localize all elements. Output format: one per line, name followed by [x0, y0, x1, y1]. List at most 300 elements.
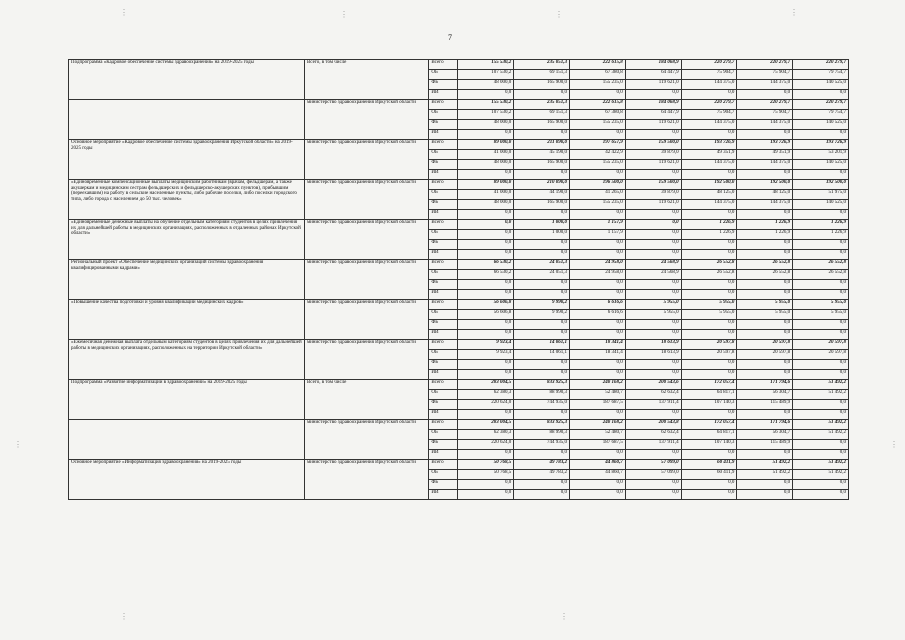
amount-cell: 75 904,7 — [737, 70, 793, 80]
amount-cell: 0,0 — [625, 90, 681, 100]
amount-cell: 0,0 — [681, 280, 737, 290]
amount-cell: 155 530,2 — [458, 100, 514, 110]
funding-source-cell: ФБ — [429, 280, 458, 290]
amount-cell: 155 235,0 — [569, 120, 625, 130]
funding-source-cell: Всего — [429, 300, 458, 310]
amount-cell: 9 923,4 — [458, 340, 514, 350]
amount-cell: 56 606,8 — [458, 310, 514, 320]
amount-cell: 115 489,9 — [737, 400, 793, 410]
amount-cell: 155 530,2 — [458, 60, 514, 70]
amount-cell: 0,0 — [793, 330, 849, 340]
executor-cell: министерство здравоохранения Иркутской области — [304, 340, 428, 380]
amount-cell: 1 157,9 — [569, 220, 625, 230]
scan-mark: ⋮ — [14, 440, 22, 449]
amount-cell: 51 492,2 — [793, 380, 849, 390]
amount-cell: 744 935,0 — [514, 400, 570, 410]
amount-cell: 0,0 — [681, 170, 737, 180]
table-row — [69, 180, 849, 190]
amount-cell: 79 754,7 — [793, 70, 849, 80]
amount-cell: 144 375,0 — [681, 160, 737, 170]
amount-cell: 0,0 — [514, 280, 570, 290]
amount-cell: 0,0 — [681, 130, 737, 140]
amount-cell: 184 068,9 — [625, 100, 681, 110]
amount-cell: 0,0 — [793, 400, 849, 410]
amount-cell: 0,0 — [681, 210, 737, 220]
amount-cell: 0,0 — [793, 280, 849, 290]
amount-cell: 26 552,8 — [737, 260, 793, 270]
funding-source-cell: ИИ — [429, 170, 458, 180]
amount-cell: 0,0 — [458, 230, 514, 240]
amount-cell: 5 955,0 — [681, 310, 737, 320]
amount-cell: 0,0 — [458, 330, 514, 340]
amount-cell: 119 621,0 — [625, 80, 681, 90]
amount-cell: 60 411,9 — [681, 470, 737, 480]
funding-source-cell: Всего — [429, 380, 458, 390]
amount-cell: 56 304,7 — [737, 430, 793, 440]
amount-cell: 20 597,8 — [681, 340, 737, 350]
amount-cell: 144 375,0 — [681, 120, 737, 130]
amount-cell: 0,0 — [514, 170, 570, 180]
amount-cell: 165 900,0 — [514, 120, 570, 130]
amount-cell: 44 860,7 — [569, 460, 625, 470]
amount-cell: 62 380,3 — [458, 390, 514, 400]
amount-cell: 0,0 — [793, 130, 849, 140]
amount-cell: 24 958,0 — [569, 270, 625, 280]
amount-cell: 51 492,2 — [793, 390, 849, 400]
amount-cell: 1 000,0 — [514, 220, 570, 230]
amount-cell: 144 375,0 — [737, 80, 793, 90]
amount-cell: 159 500,0 — [625, 140, 681, 150]
amount-cell: 1 226,9 — [737, 220, 793, 230]
amount-cell: 66 530,2 — [458, 270, 514, 280]
amount-cell: 1 000,0 — [514, 230, 570, 240]
amount-cell: 0,0 — [569, 280, 625, 290]
amount-cell: 0,0 — [681, 450, 737, 460]
amount-cell: 211 090,0 — [514, 140, 570, 150]
amount-cell: 9 990,2 — [514, 300, 570, 310]
amount-cell: 155 235,0 — [569, 160, 625, 170]
amount-cell: 26 552,8 — [737, 270, 793, 280]
amount-cell: 0,0 — [793, 290, 849, 300]
amount-cell: 0,0 — [514, 330, 570, 340]
amount-cell: 0,0 — [625, 220, 681, 230]
program-name-cell — [69, 100, 305, 140]
amount-cell: 20 597,8 — [793, 340, 849, 350]
amount-cell: 0,0 — [458, 410, 514, 420]
amount-cell: 0,0 — [793, 440, 849, 450]
amount-cell: 0,0 — [681, 330, 737, 340]
table-row — [69, 420, 849, 430]
amount-cell: 24 051,3 — [514, 270, 570, 280]
amount-cell: 41 000,0 — [458, 190, 514, 200]
funding-source-cell: ИИ — [429, 370, 458, 380]
funding-source-cell: Всего — [429, 180, 458, 190]
amount-cell: 0,0 — [458, 130, 514, 140]
table-row — [69, 140, 849, 150]
amount-cell: 222 615,8 — [569, 60, 625, 70]
amount-cell: 50 768,5 — [458, 470, 514, 480]
amount-cell: 0,0 — [514, 250, 570, 260]
amount-cell: 140 525,0 — [793, 120, 849, 130]
amount-cell: 5 955,0 — [737, 300, 793, 310]
amount-cell: 0,0 — [569, 360, 625, 370]
amount-cell: 196 500,0 — [569, 180, 625, 190]
amount-cell: 107 140,3 — [681, 400, 737, 410]
amount-cell: 0,0 — [793, 410, 849, 420]
amount-cell: 64 817,1 — [681, 430, 737, 440]
funding-source-cell: ОБ — [429, 110, 458, 120]
amount-cell: 1 226,9 — [681, 220, 737, 230]
amount-cell: 56 606,8 — [458, 300, 514, 310]
program-name-cell: Подпрограмма «Кадровое обеспечение системы здравоохранения» на 2019-2025 годы — [69, 60, 305, 100]
amount-cell: 0,0 — [458, 320, 514, 330]
amount-cell: 64 447,9 — [625, 110, 681, 120]
amount-cell: 0,0 — [569, 240, 625, 250]
amount-cell: 0,0 — [737, 410, 793, 420]
funding-source-cell: ФБ — [429, 200, 458, 210]
amount-cell: 60 411,9 — [681, 460, 737, 470]
amount-cell: 833 925,3 — [514, 380, 570, 390]
amount-cell: 235 051,3 — [514, 100, 570, 110]
amount-cell: 140 525,0 — [793, 160, 849, 170]
amount-cell: 0,0 — [793, 490, 849, 500]
amount-cell: 0,0 — [793, 370, 849, 380]
funding-source-cell: ИИ — [429, 130, 458, 140]
program-name-cell: «Повышение качества подготовки и уровня квалификации медицинских кадров» — [69, 300, 305, 340]
program-name-cell: Основное мероприятие «Кадровое обеспечение системы здравоохранения Иркутской области» на 2019-2025 годы — [69, 140, 305, 180]
amount-cell: 119 621,0 — [625, 120, 681, 130]
amount-cell: 5 955,0 — [625, 300, 681, 310]
amount-cell: 49 783,2 — [514, 470, 570, 480]
amount-cell: 24 568,9 — [625, 270, 681, 280]
amount-cell: 51 492,2 — [793, 470, 849, 480]
amount-cell: 192 500,0 — [737, 180, 793, 190]
amount-cell: 240 168,2 — [569, 380, 625, 390]
amount-cell: 5 955,0 — [625, 310, 681, 320]
funding-source-cell: ОБ — [429, 70, 458, 80]
funding-source-cell: ФБ — [429, 240, 458, 250]
amount-cell: 0,0 — [681, 240, 737, 250]
amount-cell: 192 500,0 — [681, 180, 737, 190]
amount-cell: 48 125,0 — [737, 190, 793, 200]
amount-cell: 144 375,0 — [681, 80, 737, 90]
amount-cell: 0,0 — [569, 250, 625, 260]
amount-cell: 69 151,3 — [514, 70, 570, 80]
executor-cell: министерство здравоохранения Иркутской области — [304, 140, 428, 180]
program-name-cell: «Единовременные компенсационные выплаты медицинским работникам (врачам, фельдшерам, а также акушеркам и медицинским сестрам фельдшерских и фельдшерско-акушерских пунктов), прибывшим (переехавшим) на работу в сельские населенные пункты, либо рабочие поселки, либо поселки городского типа, либо города с населением до 50 тыс. человек» — [69, 180, 305, 220]
amount-cell: 39 879,0 — [625, 190, 681, 200]
amount-cell: 200 543,8 — [625, 420, 681, 430]
amount-cell: 57 099,0 — [625, 470, 681, 480]
funding-source-cell: ОБ — [429, 190, 458, 200]
amount-cell: 165 900,0 — [514, 80, 570, 90]
amount-cell: 0,0 — [793, 480, 849, 490]
amount-cell: 75 904,7 — [681, 110, 737, 120]
amount-cell: 79 754,7 — [793, 110, 849, 120]
amount-cell: 220 279,7 — [681, 60, 737, 70]
amount-cell: 165 900,0 — [514, 200, 570, 210]
amount-cell: 66 530,2 — [458, 260, 514, 270]
amount-cell: 62 632,4 — [625, 390, 681, 400]
funding-source-cell: Всего — [429, 260, 458, 270]
amount-cell: 0,0 — [737, 370, 793, 380]
scan-mark: ⋮ — [120, 8, 128, 17]
funding-source-cell: Всего — [429, 420, 458, 430]
funding-source-cell: ОБ — [429, 350, 458, 360]
amount-cell: 0,0 — [793, 210, 849, 220]
amount-cell: 140 525,0 — [793, 200, 849, 210]
amount-cell: 283 004,5 — [458, 420, 514, 430]
amount-cell: 144 375,0 — [737, 120, 793, 130]
amount-cell: 75 904,7 — [681, 70, 737, 80]
amount-cell: 0,0 — [514, 370, 570, 380]
amount-cell: 159 500,0 — [625, 180, 681, 190]
amount-cell: 0,0 — [625, 170, 681, 180]
amount-cell: 52 480,7 — [569, 430, 625, 440]
amount-cell: 0,0 — [737, 490, 793, 500]
program-name-cell: Подпрограмма «Развитие информатизации в здравоохранении» на 2019-2025 годы — [69, 380, 305, 420]
funding-source-cell: ОБ — [429, 150, 458, 160]
amount-cell: 0,0 — [569, 170, 625, 180]
amount-cell: 18 341,4 — [569, 340, 625, 350]
amount-cell: 51 492,2 — [793, 430, 849, 440]
amount-cell: 18 341,4 — [569, 350, 625, 360]
amount-cell: 197 657,9 — [569, 140, 625, 150]
amount-cell: 0,0 — [793, 240, 849, 250]
table-row — [69, 460, 849, 470]
amount-cell: 51 492,2 — [793, 460, 849, 470]
page-number: 7 — [448, 33, 452, 42]
funding-source-cell: ФБ — [429, 80, 458, 90]
amount-cell: 0,0 — [681, 90, 737, 100]
amount-cell: 0,0 — [793, 170, 849, 180]
amount-cell: 0,0 — [625, 240, 681, 250]
amount-cell: 57 099,0 — [625, 460, 681, 470]
amount-cell: 0,0 — [458, 370, 514, 380]
amount-cell: 89 000,0 — [458, 140, 514, 150]
table-row — [69, 340, 849, 350]
amount-cell: 49 783,2 — [514, 460, 570, 470]
scan-mark: ⋮ — [340, 10, 348, 19]
funding-source-cell: ФБ — [429, 360, 458, 370]
amount-cell: 0,0 — [737, 130, 793, 140]
amount-cell: 119 621,0 — [625, 200, 681, 210]
table-row — [69, 260, 849, 270]
amount-cell: 0,0 — [681, 370, 737, 380]
amount-cell: 0,0 — [625, 250, 681, 260]
amount-cell: 172 057,4 — [681, 420, 737, 430]
table-row — [69, 100, 849, 110]
amount-cell: 0,0 — [737, 480, 793, 490]
amount-cell: 62 380,3 — [458, 430, 514, 440]
amount-cell: 193 726,9 — [793, 140, 849, 150]
amount-cell: 0,0 — [793, 360, 849, 370]
funding-source-cell: ОБ — [429, 310, 458, 320]
funding-source-cell: ОБ — [429, 470, 458, 480]
amount-cell: 0,0 — [737, 450, 793, 460]
program-name-cell: «Ежемесячная денежная выплата отдельным категориям студентов в целях привлечения их для дальнейшей работы в медицинских организациях, расположенных на территории Иркутской области» — [69, 340, 305, 380]
scan-mark: ⋮ — [890, 440, 898, 449]
amount-cell: 0,0 — [458, 90, 514, 100]
amount-cell: 24 051,3 — [514, 260, 570, 270]
amount-cell: 0,0 — [681, 320, 737, 330]
amount-cell: 0,0 — [569, 330, 625, 340]
amount-cell: 0,0 — [737, 240, 793, 250]
amount-cell: 24 568,9 — [625, 260, 681, 270]
amount-cell: 0,0 — [458, 240, 514, 250]
amount-cell: 137 911,4 — [625, 400, 681, 410]
funding-source-cell: ОБ — [429, 430, 458, 440]
amount-cell: 0,0 — [793, 90, 849, 100]
amount-cell: 220 279,7 — [737, 100, 793, 110]
amount-cell: 0,0 — [737, 280, 793, 290]
amount-cell: 220 624,0 — [458, 440, 514, 450]
amount-cell: 5 955,0 — [793, 300, 849, 310]
amount-cell: 6 616,6 — [569, 310, 625, 320]
amount-cell: 833 925,3 — [514, 420, 570, 430]
funding-source-cell: ОБ — [429, 390, 458, 400]
amount-cell: 0,0 — [458, 490, 514, 500]
amount-cell: 165 900,0 — [514, 160, 570, 170]
amount-cell: 193 726,9 — [737, 140, 793, 150]
funding-source-cell: Всего — [429, 100, 458, 110]
amount-cell: 41 265,0 — [569, 190, 625, 200]
executor-cell: министерство здравоохранения Иркутской области — [304, 420, 428, 460]
amount-cell: 20 597,8 — [681, 350, 737, 360]
amount-cell: 0,0 — [625, 290, 681, 300]
funding-source-cell: ИИ — [429, 90, 458, 100]
amount-cell: 1 226,9 — [681, 230, 737, 240]
amount-cell: 64 817,1 — [681, 390, 737, 400]
amount-cell: 48 125,0 — [681, 190, 737, 200]
amount-cell: 107 530,2 — [458, 110, 514, 120]
funding-source-cell: ФБ — [429, 480, 458, 490]
amount-cell: 52 480,7 — [569, 390, 625, 400]
amount-cell: 193 726,9 — [681, 140, 737, 150]
amount-cell: 0,0 — [625, 230, 681, 240]
amount-cell: 0,0 — [625, 370, 681, 380]
funding-source-cell: Всего — [429, 220, 458, 230]
funding-source-cell: ФБ — [429, 160, 458, 170]
amount-cell: 0,0 — [793, 450, 849, 460]
executor-cell: министерство здравоохранения Иркутской области — [304, 300, 428, 340]
amount-cell: 20 597,8 — [793, 350, 849, 360]
amount-cell: 14 061,1 — [514, 350, 570, 360]
amount-cell: 0,0 — [681, 480, 737, 490]
amount-cell: 0,0 — [737, 250, 793, 260]
funding-source-cell: ИИ — [429, 250, 458, 260]
scan-mark: ⋮ — [120, 612, 128, 621]
amount-cell: 283 004,5 — [458, 380, 514, 390]
amount-cell: 0,0 — [625, 130, 681, 140]
amount-cell: 0,0 — [625, 330, 681, 340]
amount-cell: 0,0 — [514, 320, 570, 330]
amount-cell: 0,0 — [625, 450, 681, 460]
funding-source-cell: Всего — [429, 60, 458, 70]
amount-cell: 89 000,0 — [458, 180, 514, 190]
amount-cell: 1 226,9 — [737, 230, 793, 240]
amount-cell: 0,0 — [514, 90, 570, 100]
amount-cell: 0,0 — [625, 410, 681, 420]
amount-cell: 155 235,0 — [569, 80, 625, 90]
executor-cell: Всего, в том числе — [304, 380, 428, 420]
amount-cell: 0,0 — [458, 220, 514, 230]
amount-cell: 0,0 — [737, 320, 793, 330]
amount-cell: 67 380,8 — [569, 70, 625, 80]
amount-cell: 0,0 — [737, 90, 793, 100]
table-row — [69, 380, 849, 390]
amount-cell: 0,0 — [625, 490, 681, 500]
funding-source-cell: Всего — [429, 140, 458, 150]
amount-cell: 0,0 — [681, 410, 737, 420]
amount-cell: 20 597,8 — [737, 340, 793, 350]
amount-cell: 210 090,0 — [514, 180, 570, 190]
executor-cell: министерство здравоохранения Иркутской области — [304, 460, 428, 500]
funding-source-cell: Всего — [429, 340, 458, 350]
amount-cell: 0,0 — [681, 490, 737, 500]
amount-cell: 24 958,0 — [569, 260, 625, 270]
amount-cell: 62 632,4 — [625, 430, 681, 440]
amount-cell: 44 190,0 — [514, 190, 570, 200]
amount-cell: 220 279,7 — [793, 60, 849, 70]
amount-cell: 0,0 — [569, 410, 625, 420]
amount-cell: 26 552,8 — [681, 270, 737, 280]
amount-cell: 48 000,0 — [458, 160, 514, 170]
amount-cell: 42 422,9 — [569, 150, 625, 160]
amount-cell: 0,0 — [458, 280, 514, 290]
amount-cell: 240 168,2 — [569, 420, 625, 430]
amount-cell: 14 061,1 — [514, 340, 570, 350]
amount-cell: 0,0 — [458, 480, 514, 490]
amount-cell: 0,0 — [514, 240, 570, 250]
amount-cell: 64 447,9 — [625, 70, 681, 80]
amount-cell: 0,0 — [569, 90, 625, 100]
executor-cell: министерство здравоохранения Иркутской области — [304, 180, 428, 220]
amount-cell: 119 621,0 — [625, 160, 681, 170]
amount-cell: 744 935,0 — [514, 440, 570, 450]
funding-source-cell: Всего — [429, 460, 458, 470]
amount-cell: 0,0 — [514, 480, 570, 490]
amount-cell: 88 990,3 — [514, 390, 570, 400]
amount-cell: 0,0 — [681, 290, 737, 300]
amount-cell: 0,0 — [514, 290, 570, 300]
funding-source-cell: ФБ — [429, 440, 458, 450]
amount-cell: 69 151,3 — [514, 110, 570, 120]
amount-cell: 220 279,7 — [793, 100, 849, 110]
funding-source-cell: ФБ — [429, 320, 458, 330]
funding-source-cell: ОБ — [429, 270, 458, 280]
amount-cell: 9 990,2 — [514, 310, 570, 320]
amount-cell: 26 552,8 — [793, 260, 849, 270]
amount-cell: 49 351,9 — [681, 150, 737, 160]
funding-source-cell: ОБ — [429, 230, 458, 240]
program-name-cell: Региональный проект «Обеспечение медицинских организаций системы здравоохранения квалифицированными кадрами» — [69, 260, 305, 300]
amount-cell: 1 226,9 — [793, 230, 849, 240]
amount-cell: 50 768,5 — [458, 460, 514, 470]
scan-mark: ⋮ — [790, 8, 798, 17]
amount-cell: 0,0 — [737, 210, 793, 220]
amount-cell: 6 616,6 — [569, 300, 625, 310]
amount-cell: 0,0 — [514, 410, 570, 420]
amount-cell: 187 687,5 — [569, 440, 625, 450]
amount-cell: 44 860,7 — [569, 470, 625, 480]
funding-source-cell: ИИ — [429, 210, 458, 220]
executor-cell: министерство здравоохранения Иркутской области — [304, 260, 428, 300]
amount-cell: 0,0 — [514, 490, 570, 500]
amount-cell: 48 000,0 — [458, 80, 514, 90]
amount-cell: 222 615,8 — [569, 100, 625, 110]
funding-source-cell: ИИ — [429, 490, 458, 500]
